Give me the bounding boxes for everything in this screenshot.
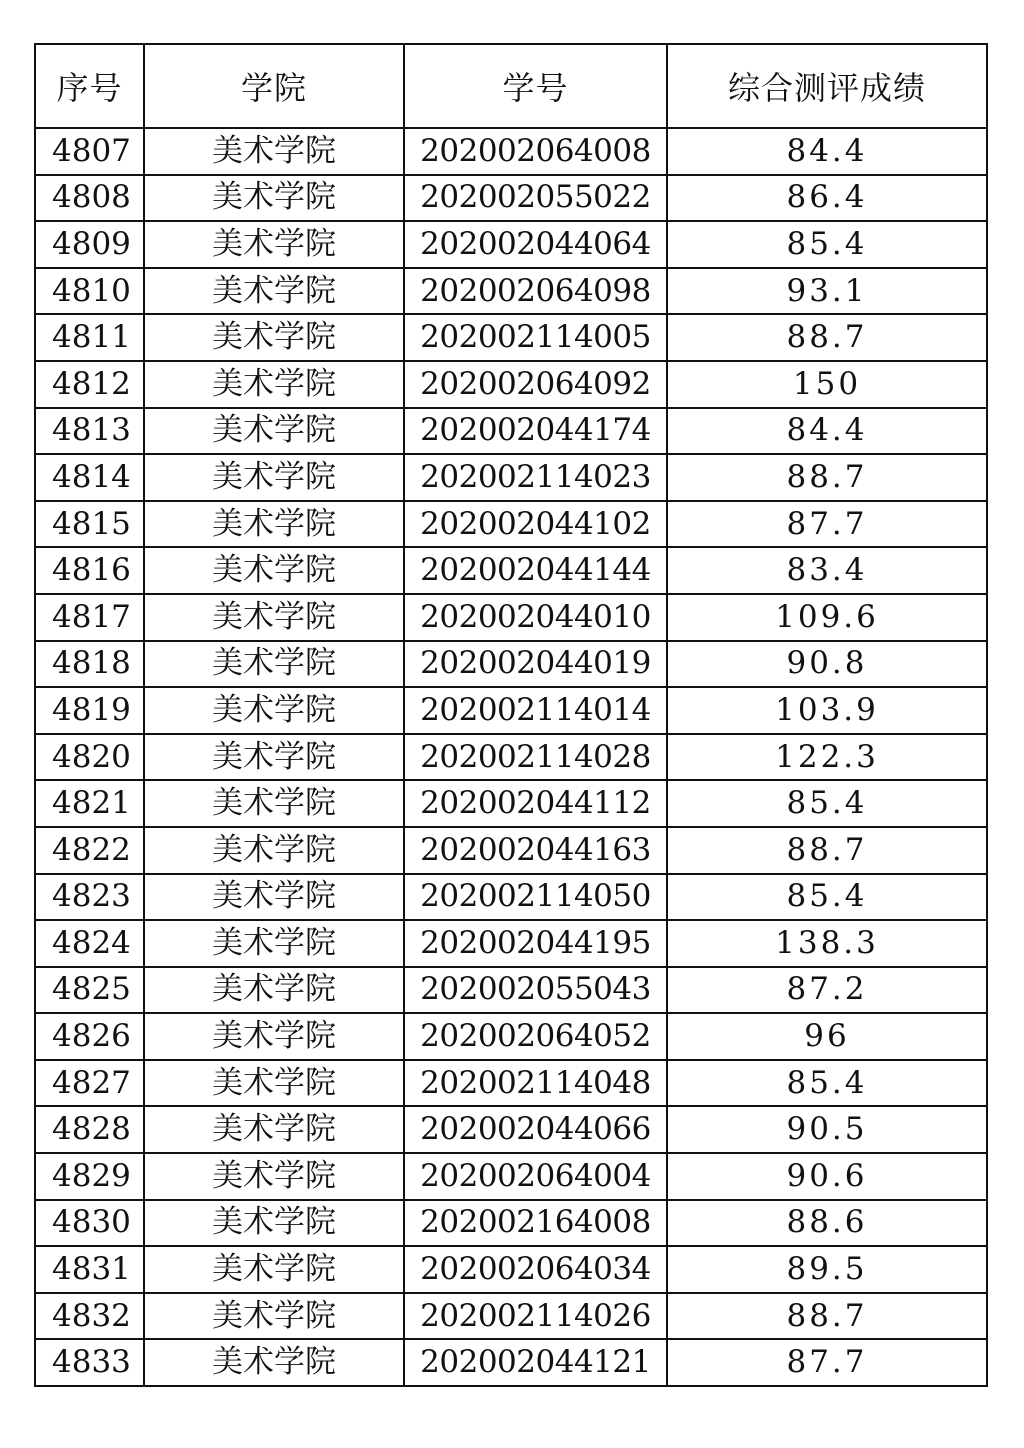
cell-college: 美术学院 [144, 594, 404, 641]
table-row [35, 128, 987, 175]
cell-score: 90.6 [667, 1153, 987, 1200]
cell-college: 美术学院 [144, 920, 404, 967]
cell-seq: 4820 [35, 734, 144, 781]
table-row [35, 547, 987, 594]
cell-score: 89.5 [667, 1246, 987, 1293]
header-score: 综合测评成绩 [667, 44, 987, 128]
cell-college: 美术学院 [144, 1200, 404, 1247]
cell-seq: 4827 [35, 1060, 144, 1107]
table-row [35, 501, 987, 548]
cell-student-id: 202002114050 [404, 874, 667, 921]
cell-seq: 4818 [35, 641, 144, 688]
table-row [35, 687, 987, 734]
cell-college: 美术学院 [144, 547, 404, 594]
table-row [35, 920, 987, 967]
cell-score: 96 [667, 1013, 987, 1060]
cell-college: 美术学院 [144, 780, 404, 827]
header-student-id: 学号 [404, 44, 667, 128]
table-row [35, 641, 987, 688]
cell-student-id: 202002064034 [404, 1246, 667, 1293]
cell-seq: 4826 [35, 1013, 144, 1060]
cell-college: 美术学院 [144, 1060, 404, 1107]
header-seq: 序号 [35, 44, 144, 128]
cell-seq: 4815 [35, 501, 144, 548]
cell-seq: 4821 [35, 780, 144, 827]
table-row [35, 408, 987, 455]
cell-score: 150 [667, 361, 987, 408]
table-row [35, 1153, 987, 1200]
cell-seq: 4811 [35, 314, 144, 361]
cell-college: 美术学院 [144, 1153, 404, 1200]
table-row [35, 268, 987, 315]
cell-seq: 4808 [35, 175, 144, 222]
table-row [35, 734, 987, 781]
cell-student-id: 202002114048 [404, 1060, 667, 1107]
cell-student-id: 202002044010 [404, 594, 667, 641]
table-row [35, 1060, 987, 1107]
cell-college: 美术学院 [144, 641, 404, 688]
cell-student-id: 202002114014 [404, 687, 667, 734]
cell-college: 美术学院 [144, 967, 404, 1014]
cell-seq: 4807 [35, 128, 144, 175]
cell-student-id: 202002044112 [404, 780, 667, 827]
cell-score: 88.7 [667, 827, 987, 874]
cell-student-id: 202002044195 [404, 920, 667, 967]
cell-student-id: 202002114028 [404, 734, 667, 781]
cell-seq: 4829 [35, 1153, 144, 1200]
cell-score: 138.3 [667, 920, 987, 967]
cell-score: 103.9 [667, 687, 987, 734]
cell-college: 美术学院 [144, 687, 404, 734]
cell-seq: 4809 [35, 221, 144, 268]
cell-score: 122.3 [667, 734, 987, 781]
table-row [35, 1013, 987, 1060]
cell-score: 86.4 [667, 175, 987, 222]
cell-student-id: 202002064004 [404, 1153, 667, 1200]
cell-score: 83.4 [667, 547, 987, 594]
cell-seq: 4816 [35, 547, 144, 594]
cell-score: 88.7 [667, 454, 987, 501]
cell-college: 美术学院 [144, 734, 404, 781]
cell-student-id: 202002064098 [404, 268, 667, 315]
cell-student-id: 202002044144 [404, 547, 667, 594]
cell-seq: 4823 [35, 874, 144, 921]
cell-college: 美术学院 [144, 454, 404, 501]
header-college: 学院 [144, 44, 404, 128]
cell-score: 85.4 [667, 1060, 987, 1107]
cell-seq: 4830 [35, 1200, 144, 1247]
cell-seq: 4810 [35, 268, 144, 315]
table-row [35, 361, 987, 408]
cell-score: 90.5 [667, 1106, 987, 1153]
table-row [35, 1293, 987, 1340]
header-row [35, 44, 987, 128]
cell-score: 109.6 [667, 594, 987, 641]
cell-student-id: 202002044102 [404, 501, 667, 548]
cell-seq: 4824 [35, 920, 144, 967]
cell-college: 美术学院 [144, 501, 404, 548]
cell-college: 美术学院 [144, 1293, 404, 1340]
cell-score: 84.4 [667, 408, 987, 455]
table-row [35, 454, 987, 501]
table-row [35, 1246, 987, 1293]
cell-score: 88.6 [667, 1200, 987, 1247]
cell-score: 93.1 [667, 268, 987, 315]
cell-student-id: 202002064092 [404, 361, 667, 408]
score-table [34, 43, 988, 1387]
table-row [35, 221, 987, 268]
cell-score: 85.4 [667, 874, 987, 921]
cell-student-id: 202002044064 [404, 221, 667, 268]
cell-college: 美术学院 [144, 221, 404, 268]
cell-college: 美术学院 [144, 874, 404, 921]
cell-college: 美术学院 [144, 314, 404, 361]
cell-seq: 4828 [35, 1106, 144, 1153]
cell-college: 美术学院 [144, 175, 404, 222]
cell-student-id: 202002044121 [404, 1339, 667, 1386]
cell-seq: 4832 [35, 1293, 144, 1340]
table-row [35, 1339, 987, 1386]
table-body [35, 128, 987, 1386]
cell-seq: 4822 [35, 827, 144, 874]
cell-student-id: 202002064008 [404, 128, 667, 175]
table-row [35, 874, 987, 921]
table-row [35, 827, 987, 874]
table-row [35, 780, 987, 827]
cell-student-id: 202002055022 [404, 175, 667, 222]
cell-student-id: 202002044019 [404, 641, 667, 688]
cell-college: 美术学院 [144, 268, 404, 315]
cell-student-id: 202002044066 [404, 1106, 667, 1153]
cell-score: 88.7 [667, 1293, 987, 1340]
cell-college: 美术学院 [144, 408, 404, 455]
cell-score: 85.4 [667, 221, 987, 268]
table-row [35, 314, 987, 361]
cell-score: 87.2 [667, 967, 987, 1014]
cell-seq: 4814 [35, 454, 144, 501]
cell-college: 美术学院 [144, 1106, 404, 1153]
cell-score: 87.7 [667, 1339, 987, 1386]
table-row [35, 967, 987, 1014]
cell-score: 87.7 [667, 501, 987, 548]
cell-student-id: 202002164008 [404, 1200, 667, 1247]
cell-seq: 4817 [35, 594, 144, 641]
table-row [35, 1106, 987, 1153]
cell-college: 美术学院 [144, 128, 404, 175]
table-row [35, 175, 987, 222]
cell-seq: 4831 [35, 1246, 144, 1293]
cell-college: 美术学院 [144, 827, 404, 874]
cell-student-id: 202002114026 [404, 1293, 667, 1340]
cell-score: 85.4 [667, 780, 987, 827]
cell-seq: 4813 [35, 408, 144, 455]
cell-college: 美术学院 [144, 1339, 404, 1386]
cell-college: 美术学院 [144, 1246, 404, 1293]
cell-college: 美术学院 [144, 1013, 404, 1060]
cell-college: 美术学院 [144, 361, 404, 408]
cell-seq: 4819 [35, 687, 144, 734]
table-row [35, 1200, 987, 1247]
cell-student-id: 202002044174 [404, 408, 667, 455]
cell-student-id: 202002055043 [404, 967, 667, 1014]
cell-student-id: 202002044163 [404, 827, 667, 874]
cell-student-id: 202002064052 [404, 1013, 667, 1060]
cell-seq: 4833 [35, 1339, 144, 1386]
cell-seq: 4812 [35, 361, 144, 408]
cell-score: 90.8 [667, 641, 987, 688]
cell-score: 84.4 [667, 128, 987, 175]
cell-score: 88.7 [667, 314, 987, 361]
cell-student-id: 202002114023 [404, 454, 667, 501]
cell-student-id: 202002114005 [404, 314, 667, 361]
table-row [35, 594, 987, 641]
cell-seq: 4825 [35, 967, 144, 1014]
